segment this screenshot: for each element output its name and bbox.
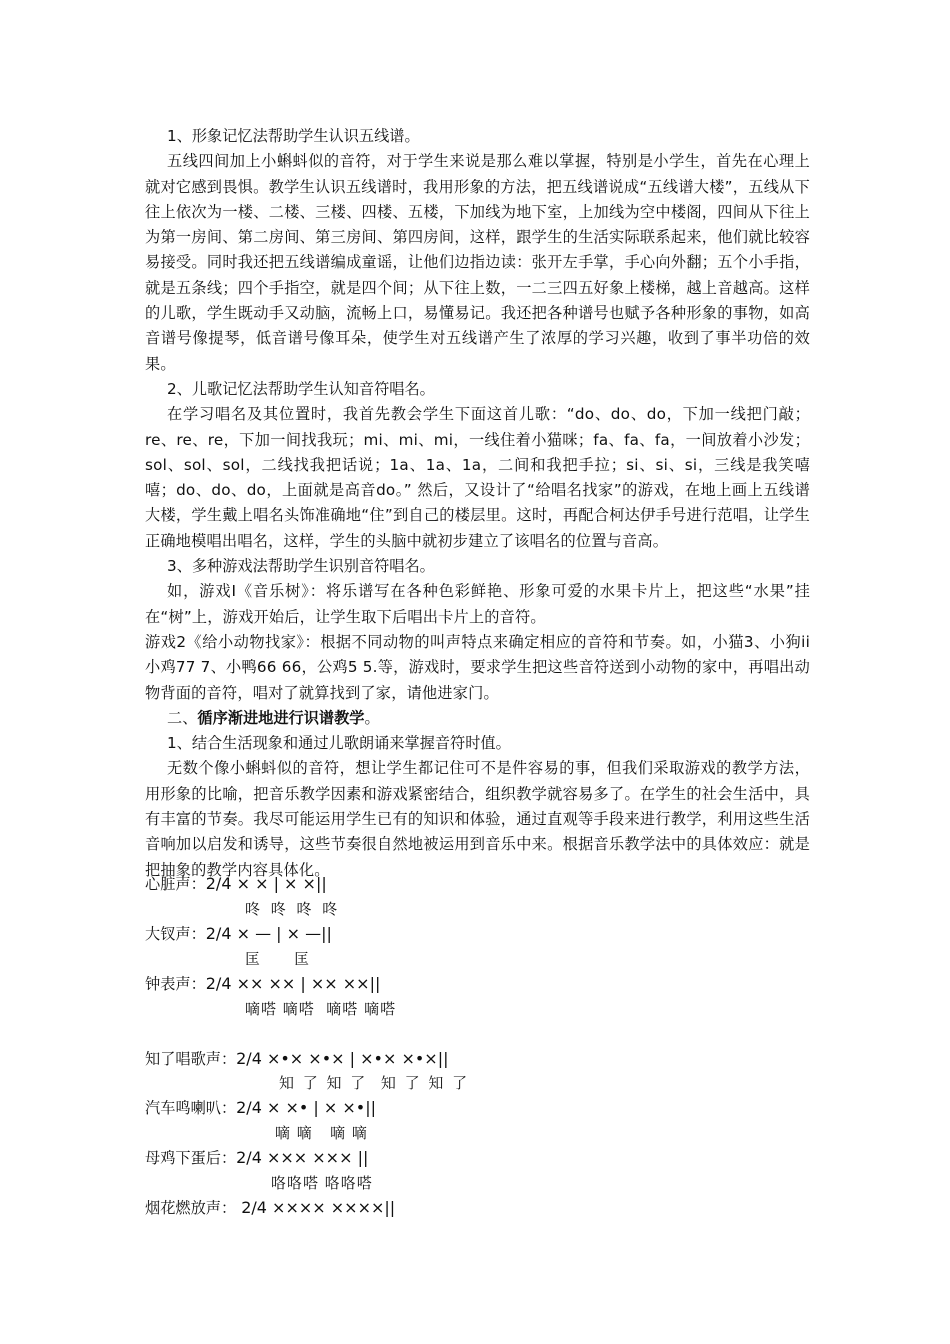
rhythm-notation: 2/4 × — | × —|| xyxy=(205,924,332,943)
section1-heading: 1、形象记忆法帮助学生认识五线谱。 xyxy=(167,127,420,145)
part2-heading-prefix: 二、 xyxy=(167,708,198,727)
rhythm-label: 汽车鸣喇叭： xyxy=(145,1099,237,1117)
rhythm-list xyxy=(145,0,845,1344)
rhythm-heart xyxy=(145,873,327,895)
rhythm-cicada xyxy=(145,1048,448,1070)
rhythm-notation: 2/4 ××× ××× || xyxy=(236,1148,369,1167)
rhythm-notation: 2/4 ×•× ×•× | ×•× ×•×|| xyxy=(236,1049,449,1068)
section3-game2: 游戏2《给小动物找家》：根据不同动物的叫声特点来确定相应的音符和节奏。如，小猫3、小狗ii小鸡77 7、小鸭66 66，公鸡5 5.等，游戏时，要求学生把这些音符送到小动物的家中，再唱出动物背面的音符，唱对了就算找到了家，请他进家门。 xyxy=(145,632,810,702)
rhythm-label: 烟花燃放声： xyxy=(145,1199,237,1217)
rhythm-syllables: 知 了 知 了 知 了 知 了 xyxy=(279,1074,470,1092)
rhythm-notation: 2/4 ×××× ××××|| xyxy=(236,1198,396,1217)
rhythm-notation: 2/4 × × | × ×|| xyxy=(205,874,327,893)
rhythm-syllables: 咚 咚 咚 咚 xyxy=(245,900,341,918)
section3-heading: 3、多种游戏法帮助学生识别音符唱名。 xyxy=(167,557,435,576)
rhythm-hen xyxy=(145,1147,368,1169)
rhythm-firework xyxy=(145,1197,395,1219)
rhythm-horn xyxy=(145,1097,376,1119)
rhythm-label: 心脏声： xyxy=(145,875,206,893)
rhythm-clock xyxy=(145,973,380,995)
section2-heading: 2、儿歌记忆法帮助学生认知音符唱名。 xyxy=(167,379,435,398)
section1-paragraph: 五线四间加上小蝌蚪似的音符，对于学生来说是那么难以掌握，特别是小学生，首先在心理上就对它感到畏惧。教学生认识五线谱时，我用形象的方法，把五线谱说成“五线谱大楼”，五线从下往上依次为一楼、二楼、三楼、四楼、五楼，下加线为地下室，上加线为空中楼阁，四间从下往上为第一房间、第二房间、第三房间、第四房间，这样，跟学生的生活实际联系起来，他们就比较容易接受。同时我还把五线谱编成童谣，让他们边指边读：张开左手掌，手心向外翻；五个小手指，就是五条线；四个手指空，就是四个间；从下往上数，一二三四五好象上楼梯，越上音越高。这样的儿歌，学生既动手又动脑，流畅上口，易懂易记。我还把各种谱号也赋予各种形象的事物，如高音谱号像提琴，低音谱号像耳朵，使学生对五线谱产生了浓厚的学习兴趣，收到了事半功倍的效果。 xyxy=(145,152,810,373)
rhythm-label: 知了唱歌声： xyxy=(145,1050,237,1068)
rhythm-label: 母鸡下蛋后： xyxy=(145,1149,237,1167)
section3-game1: 如，游戏Ⅰ《音乐树》：将乐谱写在各种色彩鲜艳、形象可爱的水果卡片上，把这些“水果”挂在“树”上，游戏开始后，让学生取下后唱出卡片上的音符。 xyxy=(145,582,810,626)
rhythm-syllables: 嘀 嘀 嘀 嘀 xyxy=(275,1124,368,1142)
part2-subheading: 1、结合生活现象和通过儿歌朗诵来掌握音符时值。 xyxy=(167,734,511,753)
section2-paragraph: 在学习唱名及其位置时，我首先教会学生下面这首儿歌：“do、do、do，下加一线把门敲；re、re、re，下加一间找我玩；mi、mi、mi，一线住着小猫咪；fa、fa、fa，一间放着小沙发；sol、sol、sol，二线找我把话说；1a、1a、1a，二间和我把手拉；si、si、si，三线是我笑嘻嘻；do、do、do，上面就是高音do。” 然后，又设计了“给唱名找家”的游戏，在地上画上五线谱大楼，学生戴上唱名头饰准确地“住”到自己的楼层里。这时，再配合柯达伊手号进行范唱，让学生正确地模唱出唱名，这样，学生的头脑中就初步建立了该唱名的位置与音高。 xyxy=(145,405,810,550)
rhythm-label: 钟表声： xyxy=(145,975,206,993)
part2-paragraph: 无数个像小蝌蚪似的音符，想让学生都记住可不是件容易的事，但我们采取游戏的教学方法，用形象的比喻，把音乐教学因素和游戏紧密结合，组织教学就容易多了。在学生的社会生活中，具有丰富的节奏。我尽可能运用学生已有的知识和体验，通过直观等手段来进行教学，利用这些生活音响加以启发和诱导，这些节奏很自然地被运用到音乐中来。根据音乐教学法中的具体效应：就是把抽象的教学内容具体化。 xyxy=(145,759,810,879)
rhythm-notation: 2/4 × ×• | × ×•|| xyxy=(236,1098,376,1117)
part2-heading-bold: 循序渐进地进行识谱教学 xyxy=(197,708,365,727)
rhythm-syllables: 嘀嗒 嘀嗒 嘀嗒 嘀嗒 xyxy=(245,1000,397,1018)
part2-heading-suffix: 。 xyxy=(364,708,380,727)
rhythm-label: 大钗声： xyxy=(145,925,206,943)
rhythm-cymbal xyxy=(145,923,332,945)
rhythm-notation: 2/4 ×× ×× | ×× ××|| xyxy=(205,974,381,993)
rhythm-syllables: 咯咯嗒 咯咯嗒 xyxy=(271,1174,373,1192)
rhythm-syllables: 匡 匡 xyxy=(245,950,313,968)
